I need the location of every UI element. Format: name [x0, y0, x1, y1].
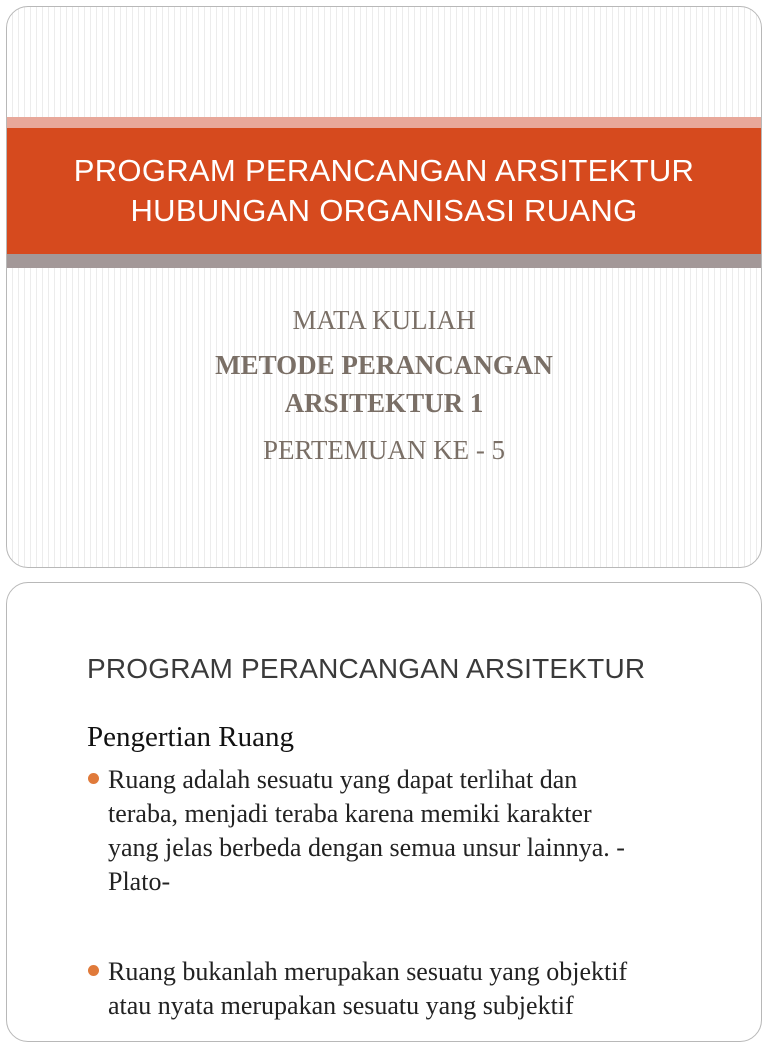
bullet-line: Ruang bukanlah merupakan sesuatu yang objektif — [108, 957, 628, 986]
content-slide — [6, 582, 762, 1042]
bullet-line: Ruang adalah sesuatu yang dapat terlihat dan — [108, 765, 578, 794]
course-label: MATA KULIAH — [292, 305, 476, 335]
course-name-line-2: ARSITEKTUR 1 — [284, 388, 484, 418]
bullet-line: teraba, menjadi teraba karena memiki karakter — [108, 799, 592, 828]
title-bar — [7, 128, 761, 254]
title-accent-band-bottom — [7, 254, 761, 268]
bullet-item — [87, 955, 737, 1023]
bullet-item — [87, 763, 737, 899]
bullet-line: Plato- — [108, 867, 171, 896]
meeting-number: PERTEMUAN KE - 5 — [262, 435, 506, 465]
title-accent-band-top — [7, 117, 761, 128]
bullet-list — [87, 763, 737, 1023]
bullet-dot-icon — [88, 965, 99, 976]
title-line-1: PROGRAM PERANCANGAN ARSITEKTUR — [73, 153, 695, 188]
section-subheading: Pengertian Ruang — [87, 721, 294, 753]
title-line-2: HUBUNGAN ORGANISASI RUANG — [130, 193, 638, 228]
slide-heading: PROGRAM PERANCANGAN ARSITEKTUR — [87, 653, 646, 684]
bullet-line: yang jelas berbeda dengan semua unsur lainnya. - — [108, 833, 625, 862]
bullet-dot-icon — [88, 773, 99, 784]
course-name-line-1: METODE PERANCANGAN — [215, 350, 553, 380]
bullet-line: atau nyata merupakan sesuatu yang subjektif — [108, 991, 574, 1020]
title-slide — [6, 6, 762, 568]
subtitle-block — [7, 301, 761, 469]
